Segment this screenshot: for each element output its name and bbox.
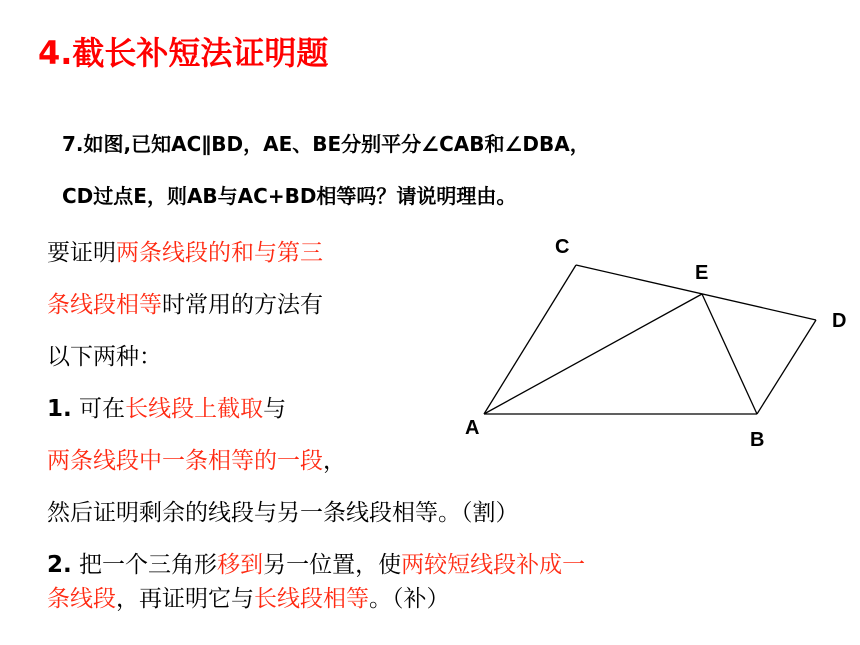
page-title: 4.截长补短法证明题: [38, 34, 329, 72]
vertex-label-d: D: [832, 310, 847, 332]
text-segment: 另一位置，使: [263, 552, 402, 578]
segment-ae: [484, 294, 702, 414]
method-number: 2.: [47, 552, 72, 578]
segment-db: [757, 320, 816, 414]
vertex-label-c: C: [555, 236, 570, 258]
highlight-segment: 两条线段的和与第三: [116, 240, 323, 266]
segment-ac: [484, 265, 576, 414]
highlight-segment: 条线段: [47, 586, 116, 612]
highlight-segment: 两条线段中一条相等的一段: [47, 448, 323, 474]
text-segment: ，: [323, 448, 346, 474]
problem-line-1: 7.如图,已知AC∥BD，AE、BE分别平分∠CAB和∠DBA，: [62, 132, 590, 156]
text-segment: 要证明: [47, 240, 116, 266]
segment-be: [702, 294, 757, 414]
highlight-segment: 条线段相等: [47, 292, 162, 318]
highlight-segment: 两较短线段补成一: [401, 552, 586, 578]
highlight-segment: 移到: [217, 552, 264, 578]
text-segment: 把一个三角形: [71, 552, 218, 578]
highlight-segment: 长线段相等: [254, 586, 369, 612]
text-segment: 与: [263, 396, 287, 422]
vertex-label-a: A: [465, 417, 480, 439]
problem-line-2: CD过点E，则AB与AC+BD相等吗？请说明理由。: [62, 184, 517, 208]
explain-line-3: 以下两种：: [47, 344, 162, 370]
text-segment: 时常用的方法有: [162, 292, 323, 318]
text-segment: 。（补）: [369, 586, 450, 612]
vertex-label-e: E: [695, 262, 709, 284]
vertex-label-b: B: [750, 429, 765, 451]
text-segment: ，再证明它与: [116, 586, 254, 612]
text-segment: 可在: [71, 396, 126, 422]
explain-line-6: 然后证明剩余的线段与另一条线段相等。（割）: [47, 500, 519, 526]
highlight-segment: 长线段上截取: [125, 396, 264, 422]
method-number: 1.: [47, 396, 72, 422]
